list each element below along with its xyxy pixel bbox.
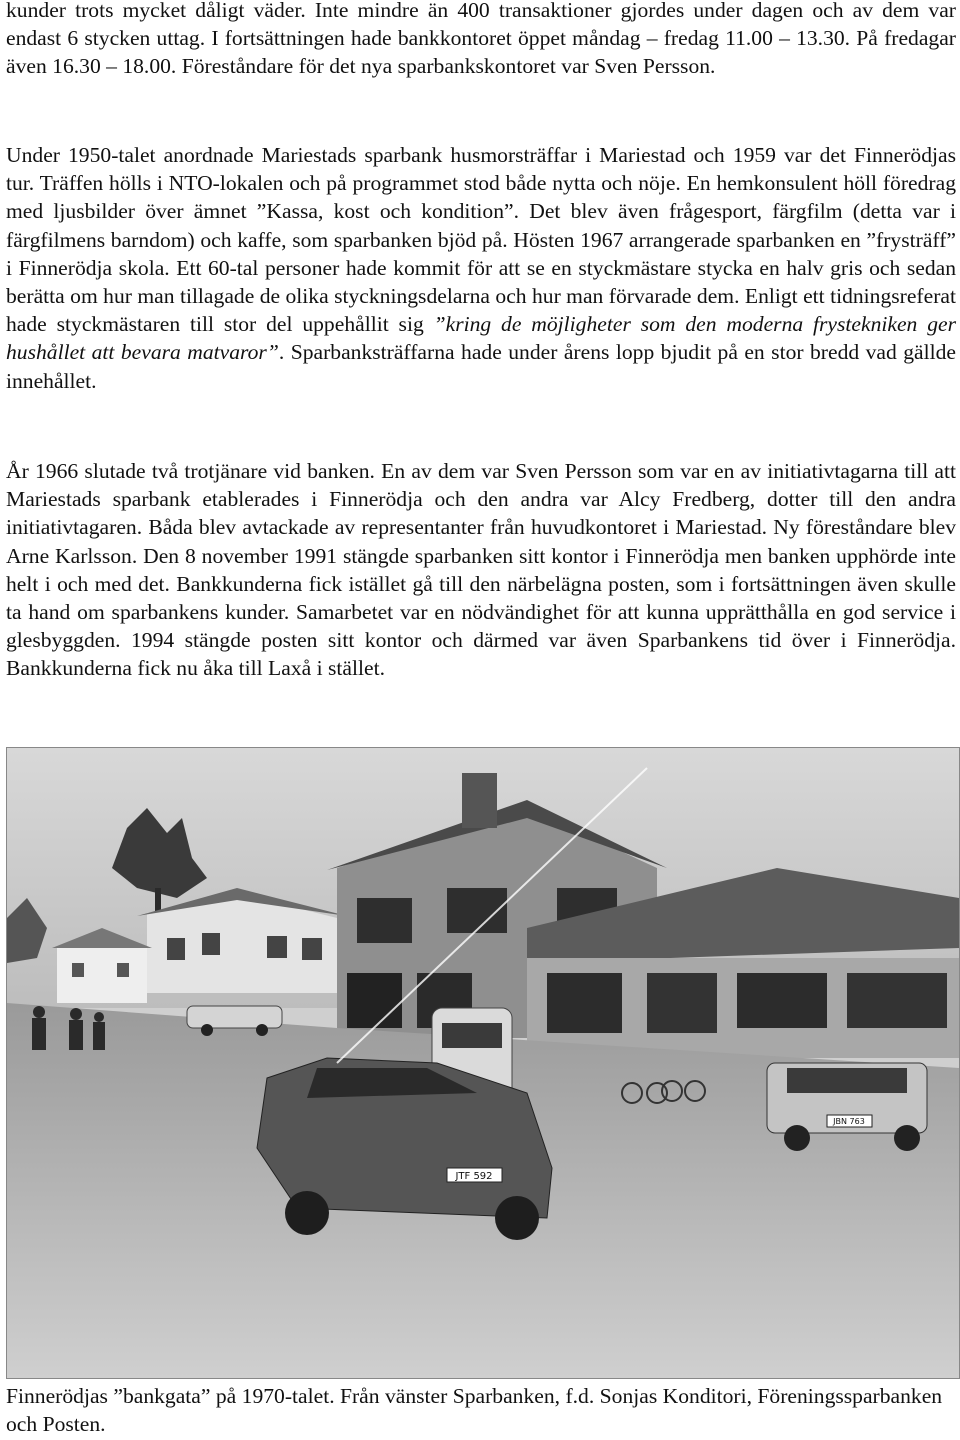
photo-caption: Finnerödjas ”bankgata” på 1970-talet. Från vänster Sparbanken, f.d. Sonjas Konditori, Föreningssparbanken och Posten. <box>6 1384 943 1436</box>
paragraph-2-text-b: . Sparbanksträffarna hade under årens lopp bjudit på en stor bredd vad gällde innehållet. <box>6 340 956 393</box>
paragraph-2-quote: ”kring de möjligheter som den moderna frystekniken ger hushållet att bevara matvaror” <box>6 312 956 365</box>
street-photo <box>6 747 960 1379</box>
paragraph-2-text-a: Under 1950-talet anordnade Mariestads sparbank husmorsträffar i Mariestad och 1959 var det Finnerödjas tur. Träffen hölls i NTO-lokalen och på programmet stod både nytta och nöje. En hemkonsulent höll föredrag med ljusbilder över ämnet ”Kassa, kost och kondition”. Det blev även frågesport, färgfilm (detta var i färgfilmens barndom) och kaffe, som sparbanken bjöd på. Hösten 1967 arrangerade sparbanken en ”frysträff” i Finnerödja skola. Ett 60-tal personer hade kommit för att se en styckmästare stycka en halv gris och sedan berätta om hur man tillagade de olika styckningsdelarna och hur man förvarade dem. Enligt ett tidningsreferat hade styckmästaren till stor del uppehållit sig <box>6 143 956 337</box>
paragraph-1: kunder trots mycket dåligt väder. Inte mindre än 400 transaktioner gjordes under dagen och av dem var endast 6 stycken uttag. I fortsättningen hade bankkontoret öppet måndag – fredag 11.00 – 13.30. På fredagar även 16.30 – 18.00. Föreståndare för det nya sparbankskontoret var Sven Persson. <box>6 0 956 79</box>
street-photo-illustration <box>7 748 959 1378</box>
chimney <box>462 773 497 828</box>
front-plate: JTF 592 <box>455 1171 493 1182</box>
wagon-plate: JBN 763 <box>833 1117 865 1126</box>
paragraph-2 <box>6 141 956 395</box>
paragraph-3: År 1966 slutade två trotjänare vid banken. En av dem var Sven Persson som var en av initiativtagarna till att Mariestads sparbank etablerades i Finnerödja och den andra var Alcy Fredberg, dotter till den andra initiativtagaren. Båda blev avtackade av representanter från huvudkontoret i Mariestad. Ny föreståndare blev Arne Karlsson. Den 8 november 1991 stängde sparbanken sitt kontor i Finnerödja men banken upphörde inte helt i och med det. Bankkunderna fick istället gå till den närbelägna posten, som i fortsättningen även skulle ta hand om sparbankens kunder. Samarbetet var en nödvändighet för att kunna upprätthålla en god service i glesbyggden. 1994 stängde posten sitt kontor och därmed var även Sparbankens tid över i Finnerödja. Bankkunderna fick nu åka till Laxå i stället. <box>6 459 956 681</box>
